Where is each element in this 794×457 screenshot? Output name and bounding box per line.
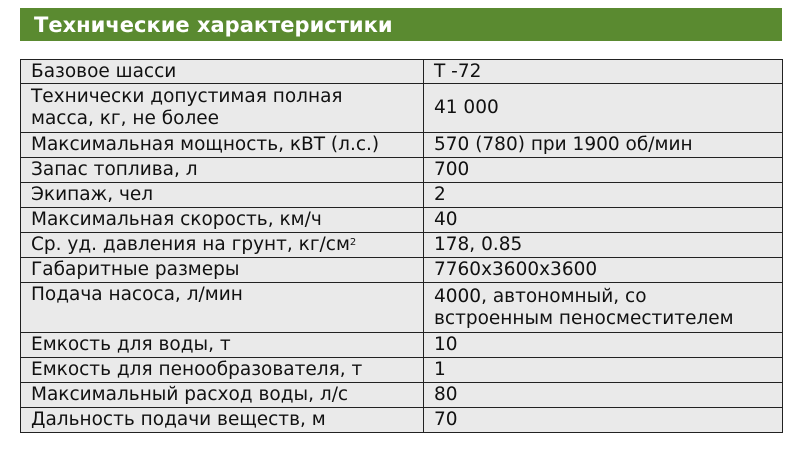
table-row (21, 133, 783, 158)
spec-label (21, 84, 424, 133)
spec-label: Максимальный расход воды, л/с (21, 383, 424, 408)
spec-value: 7760x3600x3600 (424, 258, 783, 283)
spec-label: Емкость для пенообразователя, т (21, 358, 424, 383)
table-row (21, 233, 783, 258)
section-title: Технические характеристики (34, 12, 393, 37)
spec-value: 2 (424, 183, 783, 208)
table-row (21, 60, 783, 84)
table-row (21, 283, 783, 333)
spec-label: Экипаж, чел (21, 183, 424, 208)
spec-value: 80 (424, 383, 783, 408)
table-row (21, 358, 783, 383)
spec-label: Габаритные размеры (21, 258, 424, 283)
spec-label: Запас топлива, л (21, 158, 424, 183)
spec-value: 41 000 (424, 84, 783, 133)
table-row (21, 258, 783, 283)
spec-label: Максимальная скорость, км/ч (21, 208, 424, 233)
spec-value-line: встроенным пеносместителем (434, 307, 734, 329)
spec-value: 10 (424, 333, 783, 358)
spec-label-line: масса, кг, не более (31, 108, 220, 129)
spec-value: 700 (424, 158, 783, 183)
table-row (21, 408, 783, 433)
spec-label: Емкость для воды, т (21, 333, 424, 358)
spec-label-text: Ср. уд. давления на грунт, кг/см (31, 234, 350, 255)
spec-value: 178, 0.85 (424, 233, 783, 258)
table-row (21, 84, 783, 133)
table-row (21, 183, 783, 208)
table-row (21, 333, 783, 358)
spec-value: 70 (424, 408, 783, 433)
spec-value: 1 (424, 358, 783, 383)
spec-value: 570 (780) при 1900 об/мин (424, 133, 783, 158)
spec-value: 40 (424, 208, 783, 233)
spec-label-line: Технически допустимая полная (31, 86, 343, 107)
spec-value (424, 283, 783, 333)
table-row (21, 158, 783, 183)
table-row (21, 383, 783, 408)
section-header (20, 8, 782, 41)
spec-value-line: 4000, автономный, со (434, 285, 647, 307)
spec-label: Базовое шасси (21, 60, 424, 84)
spec-label (21, 233, 424, 258)
spec-label: Дальность подачи веществ, м (21, 408, 424, 433)
table-row (21, 208, 783, 233)
spec-label: Максимальная мощность, кВТ (л.с.) (21, 133, 424, 158)
spec-value: Т -72 (424, 60, 783, 84)
spec-label: Подача насоса, л/мин (21, 283, 424, 333)
specs-table (20, 59, 783, 433)
superscript: 2 (349, 237, 357, 248)
